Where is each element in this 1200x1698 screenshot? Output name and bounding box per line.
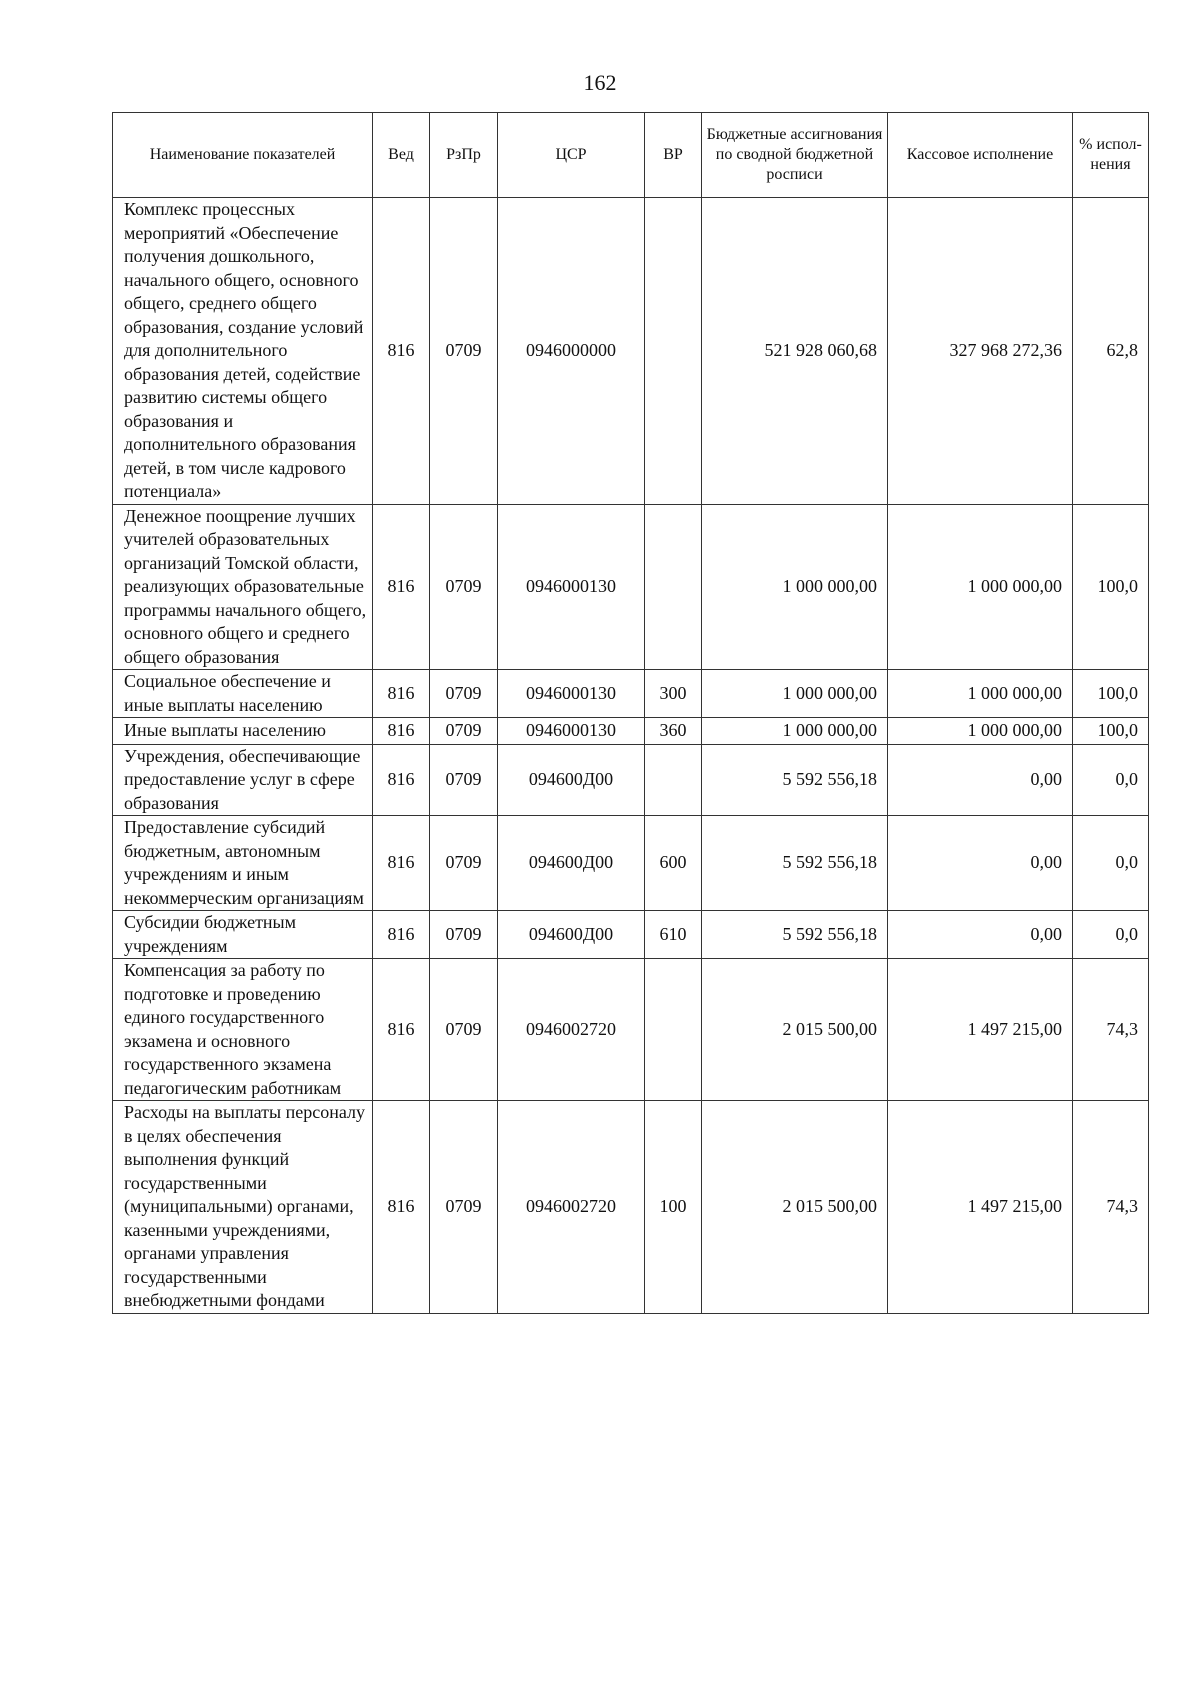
row-name: Комплекс процессных мероприятий «Обеспечение получения дошкольного, начального общего, основного общего, среднего общего образования, создание условий для дополнительного образования детей, содействие развитию системы общего образования и дополнительного образования детей, в том числе кадрового потенциала» [113, 198, 373, 505]
row-vr: 610 [645, 911, 702, 959]
row-vr [645, 744, 702, 816]
row-csr: 0946000000 [498, 198, 645, 505]
table-row [113, 1101, 1149, 1314]
row-name: Иные выплаты населению [113, 718, 373, 745]
row-name: Субсидии бюджетным учреждениям [113, 911, 373, 959]
row-budget: 1 000 000,00 [702, 504, 888, 670]
header-ved: Вед [373, 113, 430, 198]
row-cash: 1 000 000,00 [888, 718, 1073, 745]
row-ved: 816 [373, 1101, 430, 1314]
row-rzpr: 0709 [430, 959, 498, 1101]
page-number: 162 [583, 70, 617, 95]
row-budget: 1 000 000,00 [702, 718, 888, 745]
row-ved: 816 [373, 718, 430, 745]
row-pct: 74,3 [1073, 1101, 1149, 1314]
row-cash: 0,00 [888, 816, 1073, 911]
header-vr: ВР [645, 113, 702, 198]
row-ved: 816 [373, 816, 430, 911]
row-name: Предоставление субсидий бюджетным, автономным учреждениям и иным некоммерческим организациям [113, 816, 373, 911]
budget-execution-table [112, 112, 1149, 1314]
header-name: Наименование показателей [113, 113, 373, 198]
row-ved: 816 [373, 744, 430, 816]
table-row [113, 504, 1149, 670]
row-budget: 5 592 556,18 [702, 911, 888, 959]
row-vr [645, 959, 702, 1101]
row-budget: 2 015 500,00 [702, 959, 888, 1101]
row-pct: 62,8 [1073, 198, 1149, 505]
row-rzpr: 0709 [430, 816, 498, 911]
row-vr: 360 [645, 718, 702, 745]
row-pct: 0,0 [1073, 911, 1149, 959]
row-pct: 0,0 [1073, 816, 1149, 911]
header-pct: % испол-нения [1073, 113, 1149, 198]
row-ved: 816 [373, 959, 430, 1101]
row-vr: 100 [645, 1101, 702, 1314]
row-ved: 816 [373, 198, 430, 505]
row-csr: 0946000130 [498, 670, 645, 718]
row-vr [645, 504, 702, 670]
row-cash: 1 497 215,00 [888, 959, 1073, 1101]
row-budget: 5 592 556,18 [702, 816, 888, 911]
row-csr: 094600Д00 [498, 816, 645, 911]
header-row [113, 113, 1149, 198]
table-row [113, 198, 1149, 505]
row-ved: 816 [373, 670, 430, 718]
row-pct: 74,3 [1073, 959, 1149, 1101]
row-name: Компенсация за работу по подготовке и проведению единого государственного экзамена и основного государственного экзамена педагогическим работникам [113, 959, 373, 1101]
row-name: Учреждения, обеспечивающие предоставление услуг в сфере образования [113, 744, 373, 816]
row-rzpr: 0709 [430, 1101, 498, 1314]
row-rzpr: 0709 [430, 911, 498, 959]
table-row [113, 911, 1149, 959]
header-cash: Кассовое исполнение [888, 113, 1073, 198]
table-row [113, 718, 1149, 745]
header-csr: ЦСР [498, 113, 645, 198]
header-budget: Бюджетные ассигнования по сводной бюджетной росписи [702, 113, 888, 198]
table-row [113, 959, 1149, 1101]
row-name: Денежное поощрение лучших учителей образовательных организаций Томской области, реализующих образовательные программы начального общего, основного общего и среднего общего образования [113, 504, 373, 670]
row-cash: 1 497 215,00 [888, 1101, 1073, 1314]
row-pct: 0,0 [1073, 744, 1149, 816]
row-budget: 2 015 500,00 [702, 1101, 888, 1314]
header-rzpr: РзПр [430, 113, 498, 198]
row-csr: 0946000130 [498, 718, 645, 745]
row-cash: 0,00 [888, 744, 1073, 816]
row-name: Социальное обеспечение и иные выплаты населению [113, 670, 373, 718]
row-vr: 300 [645, 670, 702, 718]
row-pct: 100,0 [1073, 670, 1149, 718]
row-budget: 521 928 060,68 [702, 198, 888, 505]
row-ved: 816 [373, 911, 430, 959]
table-row [113, 744, 1149, 816]
row-cash: 327 968 272,36 [888, 198, 1073, 505]
row-csr: 0946000130 [498, 504, 645, 670]
row-csr: 094600Д00 [498, 911, 645, 959]
row-pct: 100,0 [1073, 504, 1149, 670]
row-rzpr: 0709 [430, 198, 498, 505]
row-cash: 1 000 000,00 [888, 670, 1073, 718]
table-row [113, 816, 1149, 911]
row-rzpr: 0709 [430, 744, 498, 816]
row-cash: 0,00 [888, 911, 1073, 959]
row-csr: 0946002720 [498, 1101, 645, 1314]
row-csr: 0946002720 [498, 959, 645, 1101]
row-rzpr: 0709 [430, 718, 498, 745]
row-rzpr: 0709 [430, 504, 498, 670]
row-vr [645, 198, 702, 505]
row-pct: 100,0 [1073, 718, 1149, 745]
table-row [113, 670, 1149, 718]
row-cash: 1 000 000,00 [888, 504, 1073, 670]
row-rzpr: 0709 [430, 670, 498, 718]
row-budget: 5 592 556,18 [702, 744, 888, 816]
row-vr: 600 [645, 816, 702, 911]
row-csr: 094600Д00 [498, 744, 645, 816]
row-name: Расходы на выплаты персоналу в целях обеспечения выполнения функций государственными (муниципальными) органами, казенными учреждениями, органами управления государственными внебюджетными фондами [113, 1101, 373, 1314]
row-ved: 816 [373, 504, 430, 670]
row-budget: 1 000 000,00 [702, 670, 888, 718]
